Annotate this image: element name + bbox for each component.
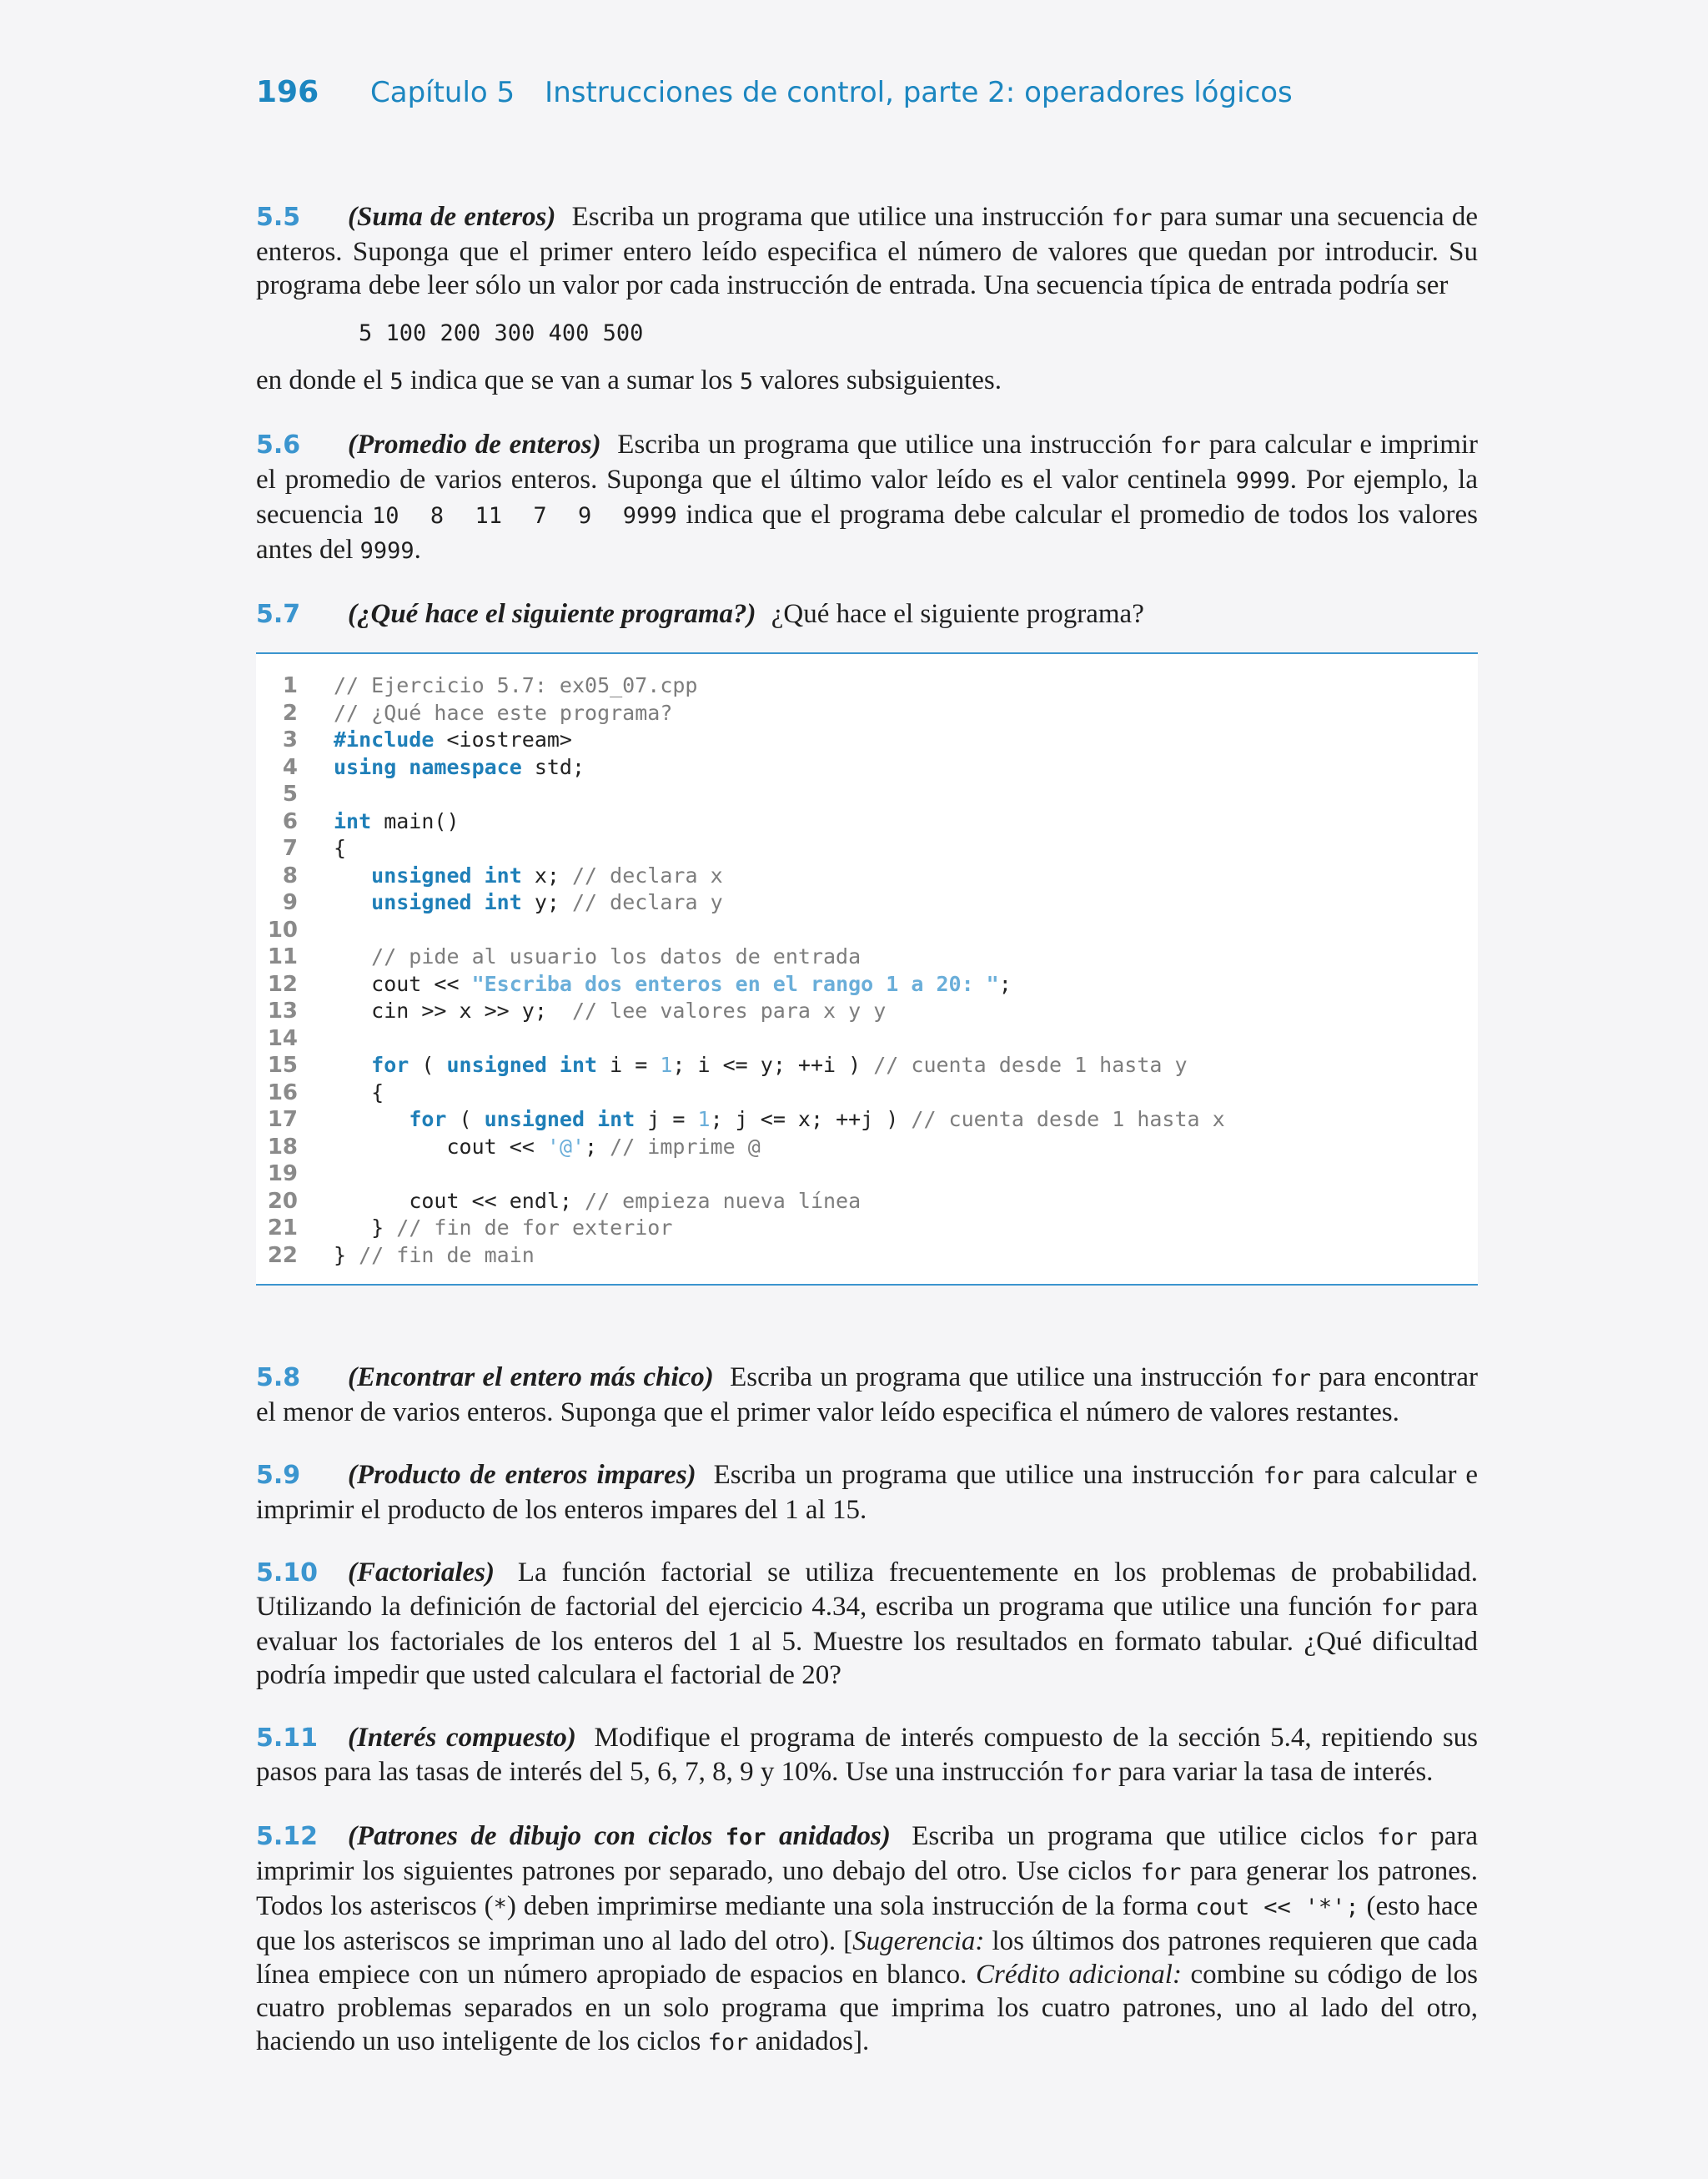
inline-code: 9999 bbox=[359, 538, 414, 564]
inline-code: for bbox=[707, 2030, 749, 2056]
line-number: 17 bbox=[267, 1107, 298, 1132]
code-line bbox=[256, 1242, 1478, 1270]
inline-code: cout << '*'; bbox=[1195, 1895, 1359, 1920]
exercise-title: (Interés compuesto) bbox=[348, 1723, 576, 1753]
exercise-5-7 bbox=[256, 597, 1478, 632]
line-number: 4 bbox=[282, 754, 298, 780]
code-text: cin >> x >> y; bbox=[371, 999, 572, 1023]
inline-code: for bbox=[725, 1824, 766, 1850]
exercise-text: valores subsiguientes. bbox=[760, 365, 1002, 395]
inline-code: 5 bbox=[389, 369, 404, 395]
chapter-title: Instrucciones de control, parte 2: operadores lógicos bbox=[545, 76, 1293, 109]
code-comment: // ¿Qué hace este programa? bbox=[334, 700, 673, 725]
code-text: <iostream> bbox=[434, 727, 572, 752]
exercise-5-8 bbox=[256, 1361, 1478, 1429]
code-line bbox=[256, 971, 1478, 999]
code-line bbox=[256, 781, 1478, 808]
code-text: j = bbox=[635, 1107, 698, 1131]
code-comment: // fin de for exterior bbox=[396, 1215, 673, 1240]
code-comment: // cuenta desde 1 hasta y bbox=[873, 1053, 1188, 1077]
line-number: 20 bbox=[267, 1188, 298, 1214]
code-text: cout << bbox=[446, 1134, 547, 1159]
code-line bbox=[256, 889, 1478, 917]
code-text: ( bbox=[446, 1107, 485, 1131]
chapter-label: Capítulo 5 bbox=[370, 76, 515, 109]
exercise-title-text: (Patrones de dibujo con ciclos bbox=[348, 1821, 713, 1851]
exercise-text: (esto hace que los asteriscos se impriman uno al lado del otro). [ bbox=[256, 1891, 1478, 1956]
code-keyword: unsigned int bbox=[484, 1107, 635, 1131]
exercise-number: 5.5 bbox=[256, 203, 301, 232]
page-content bbox=[256, 200, 1478, 2089]
code-keyword: #include bbox=[334, 727, 435, 752]
line-number: 12 bbox=[267, 971, 298, 997]
code-line bbox=[256, 1079, 1478, 1107]
exercise-text: para calcular e imprimir el promedio de varios enteros. Suponga que el último valor leído es el valor centinela bbox=[256, 430, 1479, 495]
exercise-text: anidados]. bbox=[755, 2026, 870, 2056]
code-comment: // fin de main bbox=[359, 1242, 535, 1267]
line-number: 15 bbox=[267, 1053, 298, 1078]
inline-code: 10 8 11 7 9 9999 bbox=[371, 503, 677, 529]
line-number: 13 bbox=[267, 999, 298, 1024]
code-listing bbox=[256, 652, 1478, 1286]
chapter-heading bbox=[370, 76, 1293, 109]
exercise-title-text: anidados) bbox=[778, 1821, 891, 1851]
exercise-text: combine su código de los cuatro problemas separados en un solo programa que imprima los cuatro patrones, uno al lado del otro, haciendo un uso inteligente de los ciclos bbox=[256, 1960, 1479, 2056]
code-comment: // declara y bbox=[572, 890, 723, 914]
exercise-text: en donde el bbox=[256, 365, 384, 395]
inline-code: 5 bbox=[739, 369, 754, 395]
code-number: 1 bbox=[660, 1053, 673, 1077]
code-line bbox=[256, 754, 1478, 782]
exercise-number: 5.9 bbox=[256, 1461, 301, 1490]
code-text: } bbox=[334, 1242, 359, 1267]
exercise-text: para generar los patrones. Todos los asteriscos ( bbox=[256, 1856, 1479, 1921]
code-keyword: unsigned int bbox=[371, 863, 522, 888]
line-number: 18 bbox=[267, 1134, 298, 1160]
code-comment: // empieza nueva línea bbox=[585, 1188, 862, 1213]
exercise-text: para encontrar el menor de varios enteros. Suponga que el primer valor leído especifica el número de valores restantes. bbox=[256, 1362, 1478, 1427]
code-comment: // declara x bbox=[572, 863, 723, 888]
code-text: std; bbox=[521, 754, 585, 779]
exercise-title: (Promedio de enteros) bbox=[348, 430, 601, 460]
line-number: 8 bbox=[282, 863, 298, 888]
code-line bbox=[256, 1025, 1478, 1053]
line-number: 3 bbox=[282, 727, 298, 752]
exercise-text: indica que el programa debe calcular el promedio de todos los valores antes del bbox=[256, 500, 1479, 565]
code-line bbox=[256, 863, 1478, 890]
code-line bbox=[256, 808, 1478, 836]
inline-code: for bbox=[1263, 1463, 1304, 1489]
code-text: cout << bbox=[371, 971, 472, 996]
inline-code: 9999 bbox=[1235, 468, 1290, 494]
inline-code: for bbox=[1380, 1595, 1422, 1621]
line-number: 1 bbox=[282, 673, 298, 698]
page-header bbox=[256, 75, 1293, 125]
exercise-text: los últimos dos patrones requieren que cada línea empiece con un número apropiado de espacios en blanco. bbox=[256, 1926, 1478, 1990]
exercise-number: 5.10 bbox=[256, 1558, 319, 1588]
code-line bbox=[256, 727, 1478, 754]
exercise-number: 5.6 bbox=[256, 430, 301, 460]
exercise-title bbox=[348, 1821, 891, 1851]
exercise-title: (¿Qué hace el siguiente programa?) bbox=[348, 599, 756, 629]
code-line bbox=[256, 672, 1478, 700]
exercise-5-12 bbox=[256, 1819, 1478, 2060]
line-number: 10 bbox=[267, 917, 298, 943]
code-line bbox=[256, 1134, 1478, 1161]
code-text: ; bbox=[998, 971, 1012, 996]
code-text: i = bbox=[597, 1053, 661, 1077]
inline-code: for bbox=[1160, 433, 1201, 459]
line-number: 16 bbox=[267, 1079, 298, 1105]
code-text: ; j <= x; ++j ) bbox=[710, 1107, 912, 1131]
exercise-text: para calcular e imprimir el producto de los enteros impares del 1 al 15. bbox=[256, 1460, 1479, 1525]
code-keyword: for bbox=[371, 1053, 409, 1077]
exercise-5-5 bbox=[256, 200, 1478, 399]
exercise-title: (Factoriales) bbox=[348, 1558, 495, 1588]
line-number: 9 bbox=[282, 890, 298, 915]
code-line bbox=[256, 917, 1478, 944]
line-number: 19 bbox=[267, 1161, 298, 1186]
exercise-5-10 bbox=[256, 1556, 1478, 1692]
code-keyword: for bbox=[409, 1107, 447, 1131]
code-line bbox=[256, 1106, 1478, 1134]
exercise-title: (Encontrar el entero más chico) bbox=[348, 1362, 714, 1392]
inline-code: for bbox=[1070, 1760, 1112, 1786]
code-number: 1 bbox=[697, 1107, 711, 1131]
code-line bbox=[256, 1188, 1478, 1215]
exercise-text: ¿Qué hace el siguiente programa? bbox=[771, 599, 1144, 629]
line-number: 22 bbox=[267, 1242, 298, 1268]
exercise-5-9 bbox=[256, 1458, 1478, 1527]
code-text: y; bbox=[521, 890, 572, 914]
inline-code: for bbox=[1140, 1859, 1182, 1885]
code-text: { bbox=[334, 836, 347, 860]
inline-code: for bbox=[1270, 1366, 1311, 1391]
exercise-text: para variar la tasa de interés. bbox=[1118, 1757, 1434, 1787]
code-text: } bbox=[371, 1215, 397, 1240]
page-number: 196 bbox=[256, 75, 319, 109]
exercise-text: Escriba un programa que utilice una instrucción bbox=[713, 1460, 1254, 1490]
code-line bbox=[256, 1160, 1478, 1188]
exercise-text: . Por ejemplo, la secuencia bbox=[256, 465, 1478, 530]
code-comment: // lee valores para x y y bbox=[571, 999, 887, 1023]
italic-text: Sugerencia: bbox=[852, 1926, 985, 1956]
exercise-text: Escriba un programa que utilice ciclos bbox=[912, 1821, 1364, 1851]
line-number: 2 bbox=[282, 700, 298, 726]
exercise-text: indica que se van a sumar los bbox=[409, 365, 733, 395]
exercise-text: Modifique el programa de interés compuesto de la sección 5.4, repitiendo sus pasos para las tasas de interés del 5, 6, 7, 8, 9 y 10%. Use una instrucción bbox=[256, 1723, 1479, 1787]
exercise-text: . bbox=[414, 535, 421, 565]
exercise-text: para evaluar los factoriales de los enteros del 1 al 5. Muestre los resultados en formato tabular. ¿Qué dificultad podría impedir que usted calculara el factorial de 20? bbox=[256, 1592, 1479, 1690]
line-number: 7 bbox=[282, 836, 298, 861]
code-text: cout << endl; bbox=[409, 1188, 585, 1213]
line-number: 11 bbox=[267, 944, 298, 969]
code-keyword: using namespace bbox=[334, 754, 522, 779]
code-comment: // cuenta desde 1 hasta x bbox=[911, 1107, 1225, 1131]
line-number: 5 bbox=[282, 782, 298, 807]
exercise-number: 5.8 bbox=[256, 1363, 301, 1392]
code-line bbox=[256, 835, 1478, 863]
code-string: "Escriba dos enteros en el rango 1 a 20: " bbox=[471, 971, 999, 996]
code-text: ; bbox=[585, 1134, 610, 1159]
code-line bbox=[256, 1052, 1478, 1079]
exercise-5-11 bbox=[256, 1721, 1478, 1790]
exercise-5-6 bbox=[256, 428, 1478, 568]
code-text: { bbox=[371, 1079, 384, 1105]
line-number: 21 bbox=[267, 1215, 298, 1240]
code-comment: // imprime @ bbox=[610, 1134, 761, 1159]
exercise-number: 5.12 bbox=[256, 1822, 319, 1851]
code-line bbox=[256, 1215, 1478, 1242]
code-keyword: unsigned int bbox=[446, 1053, 598, 1077]
code-text: x; bbox=[521, 863, 572, 888]
line-number: 14 bbox=[267, 1025, 298, 1051]
exercise-text: Escriba un programa que utilice una instrucción bbox=[730, 1362, 1263, 1392]
inline-code: for bbox=[1111, 205, 1153, 231]
inline-code: for bbox=[1377, 1824, 1418, 1850]
exercise-text: Escriba un programa que utilice una instrucción bbox=[571, 202, 1104, 232]
exercise-text: ) deben imprimirse mediante una sola instrucción de la forma bbox=[506, 1891, 1188, 1921]
code-comment: // pide al usuario los datos de entrada bbox=[371, 944, 862, 969]
exercise-text: para imprimir los siguientes patrones por separado, uno debajo del otro. Use ciclos bbox=[256, 1821, 1479, 1886]
code-line bbox=[256, 944, 1478, 971]
code-keyword: unsigned int bbox=[371, 890, 522, 914]
exercise-text: para sumar una secuencia de enteros. Suponga que el primer entero leído especifica el número de valores que quedan por introducir. Su programa debe leer sólo un valor por cada instrucción de entrada. Una secuencia típica de entrada podría ser bbox=[256, 202, 1479, 300]
code-keyword: int bbox=[334, 808, 372, 833]
input-sequence: 5 100 200 300 400 500 bbox=[359, 320, 644, 346]
exercise-title: (Producto de enteros impares) bbox=[348, 1460, 696, 1490]
exercise-title: (Suma de enteros) bbox=[348, 202, 556, 232]
code-text: main() bbox=[371, 808, 460, 833]
code-comment: // Ejercicio 5.7: ex05_07.cpp bbox=[334, 673, 698, 697]
code-text: ( bbox=[409, 1053, 447, 1077]
exercise-text: Escriba un programa que utilice una instrucción bbox=[617, 430, 1153, 460]
code-string: '@' bbox=[546, 1134, 585, 1159]
exercise-number: 5.7 bbox=[256, 600, 301, 629]
exercise-number: 5.11 bbox=[256, 1724, 319, 1753]
inline-code: * bbox=[493, 1895, 507, 1920]
code-text: ; i <= y; ++i ) bbox=[672, 1053, 874, 1077]
line-number: 6 bbox=[282, 808, 298, 834]
code-line bbox=[256, 700, 1478, 727]
exercise-text: La función factorial se utiliza frecuentemente en los problemas de probabilidad. Utilizando la definición de factorial del ejercicio 4.34, escriba un programa que utilice una función bbox=[256, 1558, 1479, 1622]
code-line bbox=[256, 998, 1478, 1025]
italic-text: Crédito adicional: bbox=[975, 1960, 1182, 1990]
